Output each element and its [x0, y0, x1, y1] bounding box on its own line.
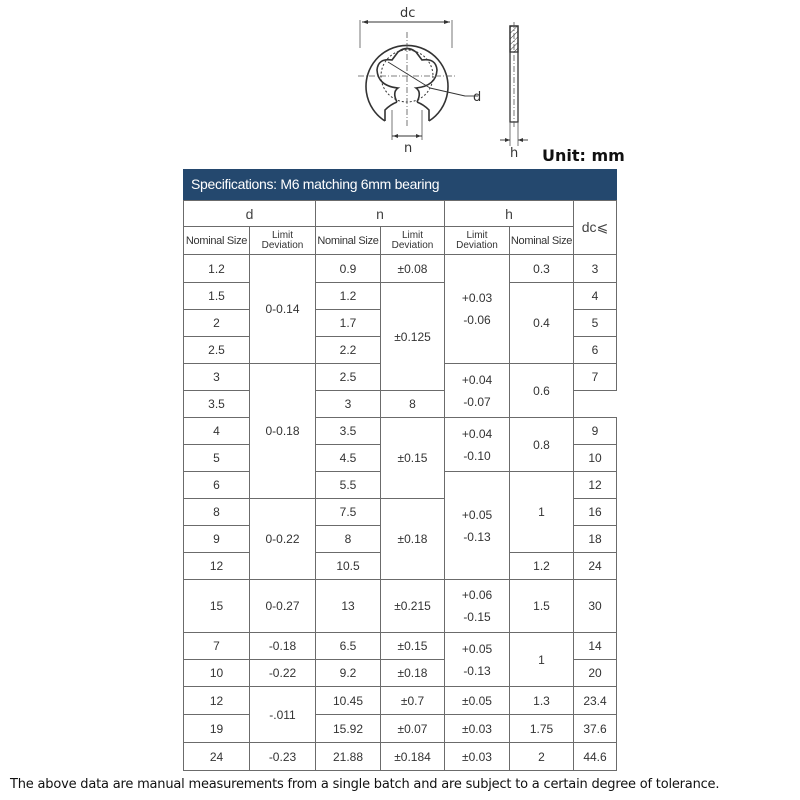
d-nominal-cell: 2.5	[184, 337, 250, 364]
dc-cell: 24	[574, 553, 617, 580]
d-nominal-cell: 7	[184, 633, 250, 660]
header-h: h	[445, 201, 574, 227]
h-nominal-cell: 1.75	[510, 715, 574, 743]
d-nominal-cell: 9	[184, 526, 250, 553]
n-nominal-cell: 0.9	[316, 255, 381, 283]
n-nominal-cell: 3	[316, 391, 381, 418]
h-deviation-cell: +0.05 -0.13	[445, 633, 510, 687]
n-deviation-cell: ±0.07	[381, 715, 445, 743]
h-deviation-cell: ±0.03	[445, 743, 510, 771]
d-nominal-cell: 19	[184, 715, 250, 743]
n-deviation-cell: ±0.08	[381, 255, 445, 283]
header-n: n	[316, 201, 445, 227]
n-nominal-cell: 10.45	[316, 687, 381, 715]
dc-cell: 12	[574, 472, 617, 499]
n-nominal-cell: 4.5	[316, 445, 381, 472]
dc-label: dc	[400, 6, 416, 21]
n-nominal-cell: 3.5	[316, 418, 381, 445]
d-nominal-cell: 2	[184, 310, 250, 337]
d-deviation-cell: -0.22	[250, 660, 316, 687]
n-nominal-cell: 10.5	[316, 553, 381, 580]
n-nominal-cell: 1.2	[316, 283, 381, 310]
n-nominal-cell: 13	[316, 580, 381, 633]
header-dc: dc⩽	[574, 201, 617, 255]
d-nominal-cell: 10	[184, 660, 250, 687]
table-row	[184, 418, 617, 445]
dc-cell: 18	[574, 526, 617, 553]
n-nominal-cell: 8	[316, 526, 381, 553]
n-limit-header: Limit Deviation	[381, 227, 445, 255]
n-nominal-cell: 7.5	[316, 499, 381, 526]
d-nominal-cell: 4	[184, 418, 250, 445]
h-deviation-cell: ±0.05	[445, 687, 510, 715]
d-nominal-cell: 3.5	[184, 391, 250, 418]
h-nominal-cell: 1.2	[510, 553, 574, 580]
d-nominal-cell: 1.5	[184, 283, 250, 310]
n-deviation-cell: ±0.15	[381, 633, 445, 660]
h-nominal-cell: 0.3	[510, 255, 574, 283]
h-nominal-cell: 0.4	[510, 283, 574, 364]
n-deviation-cell: ±0.7	[381, 687, 445, 715]
d-deviation-cell: -0.23	[250, 743, 316, 771]
d-nominal-header: Nominal Size	[184, 227, 250, 255]
h-deviation-cell: ±0.03	[445, 715, 510, 743]
n-nominal-cell: 6.5	[316, 633, 381, 660]
h-nominal-cell: 1	[510, 633, 574, 687]
h-nominal-cell: 0.8	[510, 418, 574, 472]
h-nominal-header: Nominal Size	[510, 227, 574, 255]
dc-cell: 4	[574, 283, 617, 310]
e-clip-side-view	[500, 22, 528, 146]
d-deviation-cell: -.011	[250, 687, 316, 743]
h-deviation-cell: +0.05 -0.13	[445, 472, 510, 580]
dc-cell: 37.6	[574, 715, 617, 743]
h-deviation-cell: +0.04 -0.07	[445, 364, 510, 418]
d-nominal-cell: 3	[184, 364, 250, 391]
table-row	[184, 715, 617, 743]
n-label: n	[404, 141, 413, 156]
n-nominal-cell: 15.92	[316, 715, 381, 743]
d-nominal-cell: 12	[184, 687, 250, 715]
dc-cell: 14	[574, 633, 617, 660]
table-row	[184, 580, 617, 633]
n-nominal-cell: 21.88	[316, 743, 381, 771]
d-deviation-cell: 0-0.22	[250, 499, 316, 580]
n-nominal-cell: 5.5	[316, 472, 381, 499]
h-label: h	[510, 146, 519, 161]
d-nominal-cell: 5	[184, 445, 250, 472]
h-deviation-cell: +0.03 -0.06	[445, 255, 510, 364]
table-row	[184, 255, 617, 283]
h-limit-header: Limit Deviation	[445, 227, 510, 255]
dc-cell: 6	[574, 337, 617, 364]
d-nominal-cell: 12	[184, 553, 250, 580]
d-label: d	[473, 90, 482, 105]
spec-table	[183, 200, 617, 771]
h-nominal-cell: 1.3	[510, 687, 574, 715]
n-deviation-cell: ±0.15	[381, 418, 445, 499]
dc-cell: 20	[574, 660, 617, 687]
h-nominal-cell: 2	[510, 743, 574, 771]
dc-cell: 7	[574, 364, 617, 391]
dc-cell: 30	[574, 580, 617, 633]
table-row	[184, 283, 617, 310]
d-nominal-cell: 1.2	[184, 255, 250, 283]
h-deviation-cell: +0.04 -0.10	[445, 418, 510, 472]
h-nominal-cell: 1.5	[510, 580, 574, 633]
dc-cell: 3	[574, 255, 617, 283]
n-nominal-header: Nominal Size	[316, 227, 381, 255]
n-nominal-cell: 2.5	[316, 364, 381, 391]
table-title: Specifications: M6 matching 6mm bearing	[183, 169, 617, 200]
dc-cell: 8	[381, 391, 445, 418]
n-deviation-cell: ±0.215	[381, 580, 445, 633]
d-nominal-cell: 6	[184, 472, 250, 499]
n-deviation-cell: ±0.18	[381, 660, 445, 687]
h-deviation-cell: +0.06 -0.15	[445, 580, 510, 633]
dc-cell: 9	[574, 418, 617, 445]
n-nominal-cell: 2.2	[316, 337, 381, 364]
footnote: The above data are manual measurements from a single batch and are subject to a certain degree of tolerance.	[10, 777, 720, 792]
dc-cell: 44.6	[574, 743, 617, 771]
dc-cell: 10	[574, 445, 617, 472]
table-row	[184, 687, 617, 715]
e-clip-diagram	[0, 0, 800, 168]
n-deviation-cell: ±0.184	[381, 743, 445, 771]
unit-label: Unit: mm	[542, 146, 625, 165]
n-deviation-cell: ±0.18	[381, 499, 445, 580]
d-deviation-cell: 0-0.14	[250, 255, 316, 364]
d-nominal-cell: 24	[184, 743, 250, 771]
dc-cell: 5	[574, 310, 617, 337]
n-nominal-cell: 1.7	[316, 310, 381, 337]
d-nominal-cell: 8	[184, 499, 250, 526]
d-limit-header: Limit Deviation	[250, 227, 316, 255]
h-nominal-cell: 0.6	[510, 364, 574, 418]
n-deviation-cell: ±0.125	[381, 283, 445, 391]
d-nominal-cell: 15	[184, 580, 250, 633]
header-d: d	[184, 201, 316, 227]
table-row	[184, 633, 617, 660]
table-row	[184, 743, 617, 771]
d-deviation-cell: 0-0.18	[250, 364, 316, 499]
h-nominal-cell: 1	[510, 472, 574, 553]
d-deviation-cell: -0.18	[250, 633, 316, 660]
n-nominal-cell: 9.2	[316, 660, 381, 687]
dc-cell: 23.4	[574, 687, 617, 715]
dc-cell: 16	[574, 499, 617, 526]
d-deviation-cell: 0-0.27	[250, 580, 316, 633]
